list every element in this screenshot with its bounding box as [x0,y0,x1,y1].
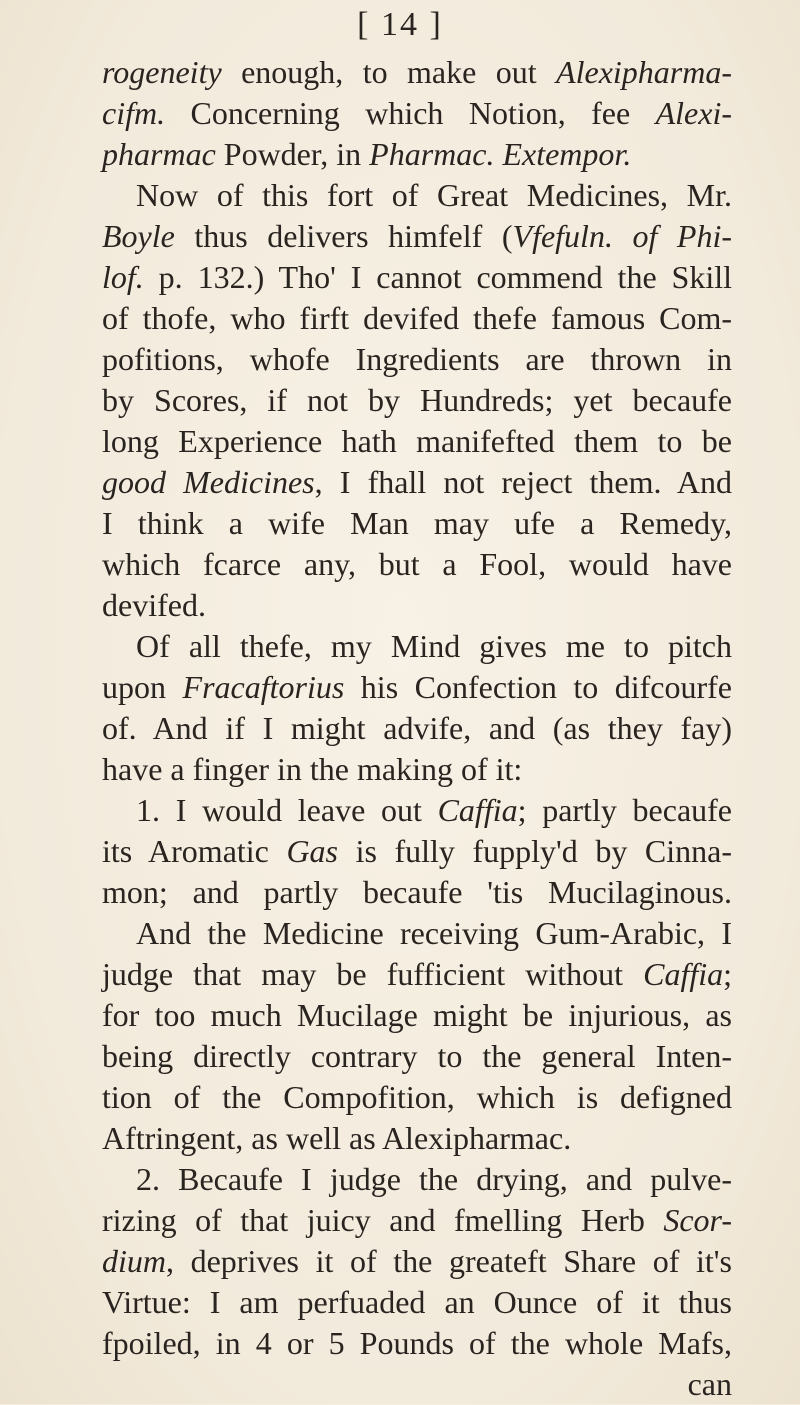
text-segment: Powder, in [215,136,370,172]
text-segment: , deprives it of the greateft Share of it's [166,1243,732,1279]
text-line [102,667,732,708]
text-segment: tion of the Compofition, which is defigned [102,1079,732,1115]
text-segment: pofitions, whofe Ingredients are thrown in [102,341,732,377]
text-segment: judge that may be fufficient without [102,956,644,992]
italic-segment: Alexi- [655,95,732,131]
text-segment: fpoiled, in 4 or 5 Pounds of the whole Mafs, [102,1325,732,1361]
text-line [102,872,732,913]
italic-segment: cifm. [102,95,166,131]
text-line [102,1077,732,1118]
text-line [102,790,732,831]
text-line [102,134,732,175]
text-segment: I think a wife Man may ufe a Remedy, [102,505,732,541]
text-segment: devifed. [102,587,206,623]
text-line [102,1118,732,1159]
text-line [102,954,732,995]
text-line [102,298,732,339]
text-line [102,1200,732,1241]
catchword: can [687,1366,732,1402]
text-line [102,913,732,954]
text-line [102,216,732,257]
italic-segment: pharmac [102,136,216,172]
italic-segment: Alexipharma- [556,54,732,90]
italic-segment: good Medicines [102,464,315,500]
italic-segment: Scor- [663,1202,732,1238]
text-line [102,544,732,585]
text-segment: ; [723,956,732,992]
text-segment: rizing of that juicy and fmelling Herb [102,1202,664,1238]
text-line [102,257,732,298]
text-line [102,1323,732,1364]
text-line [102,1282,732,1323]
text-segment: enough, to make out [221,54,557,90]
italic-segment: Fracaftorius [182,669,345,705]
text-segment: Of all thefe, my Mind gives me to pitch [136,628,732,664]
text-line [102,175,732,216]
text-segment: long Experience hath manifefted them to be [102,423,732,459]
text-line [102,995,732,1036]
text-line [102,339,732,380]
italic-segment: Boyle [102,218,175,254]
text-segment: , I fhall not reject them. And [314,464,733,500]
text-line [102,749,732,790]
text-segment: of. And if I might advife, and (as they fay) [102,710,732,746]
text-line [102,52,732,93]
text-segment: p. 132.) Tho' I cannot commend the Skill [143,259,732,295]
text-segment: Aftringent, as well as Alexipharmac. [102,1120,572,1156]
text-line [102,421,732,462]
text-line [102,380,732,421]
text-segment: Concerning which Notion, fee [165,95,656,131]
text-segment: of thofe, who firft devifed thefe famous Com- [102,300,732,336]
italic-segment: Caffia [437,792,518,828]
text-segment: 1. I would leave out [136,792,438,828]
italic-segment: Gas [286,833,338,869]
page-number: [ 14 ] [357,6,443,43]
text-line [102,1159,732,1200]
text-line [102,1036,732,1077]
text-line [102,93,732,134]
italic-segment: rogeneity [102,54,222,90]
italic-segment: Pharmac. Extempor. [369,136,632,172]
text-segment: his Confection to difcourfe [344,669,733,705]
text-segment: Virtue: I am perfuaded an Ounce of it thus [102,1284,732,1320]
body-text [102,52,732,1405]
text-segment: which fcarce any, but a Fool, would have [102,546,732,582]
italic-segment: Vfefuln. of Phi- [512,218,733,254]
text-segment: by Scores, if not by Hundreds; yet becaufe [102,382,732,418]
text-segment: is fully fupply'd by Cinna- [338,833,732,869]
italic-segment: Caffia [643,956,724,992]
text-segment: ; partly becaufe [517,792,733,828]
text-segment: Now of this fort of Great Medicines, Mr. [136,177,732,213]
text-line [102,626,732,667]
text-segment: And the Medicine receiving Gum-Arabic, I [136,915,732,951]
italic-segment: lof. [102,259,144,295]
text-segment: have a finger in the making of it: [102,751,523,787]
text-segment: thus delivers himfelf ( [174,218,513,254]
text-line [102,1241,732,1282]
text-segment: for too much Mucilage might be injurious, as [102,997,732,1033]
text-segment: mon; and partly becaufe 'tis Mucilaginous. [102,874,732,910]
text-segment: its Aromatic [102,833,287,869]
italic-segment: dium [102,1243,166,1279]
text-line [102,503,732,544]
text-segment: upon [102,669,183,705]
text-line [102,708,732,749]
text-segment: being directly contrary to the general Inten- [102,1038,732,1074]
text-segment: 2. Becaufe I judge the drying, and pulve- [136,1161,732,1197]
text-line [102,462,732,503]
text-line [102,831,732,872]
text-line [102,585,732,626]
